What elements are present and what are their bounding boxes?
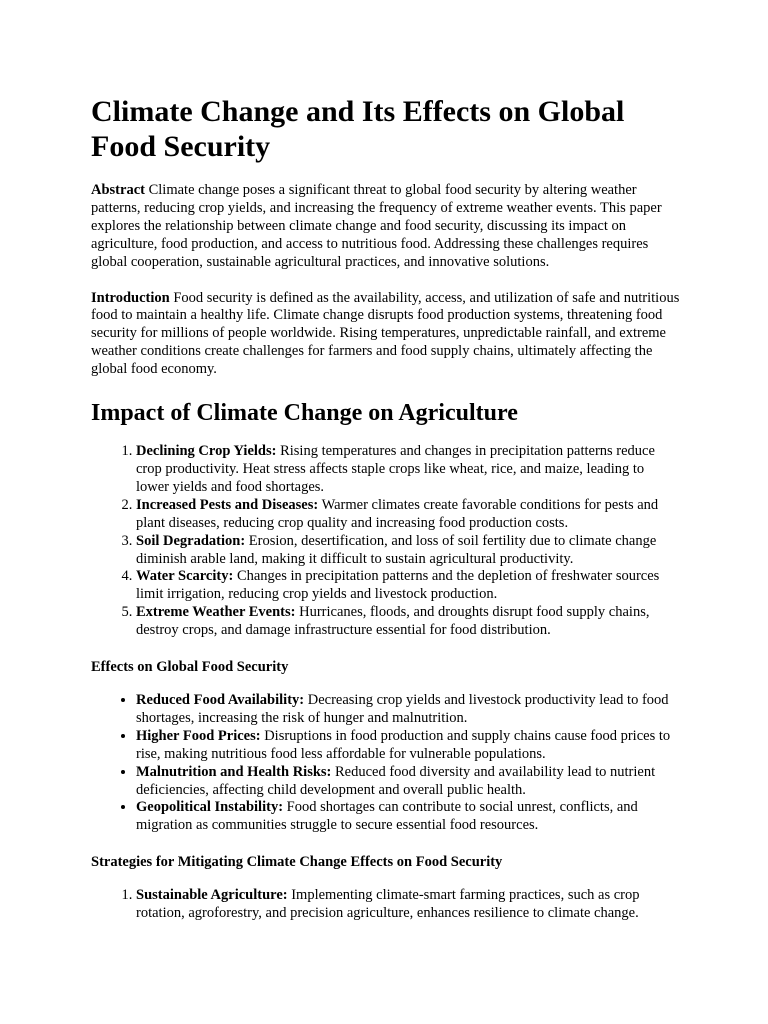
abstract-text: Climate change poses a significant threat to global food security by altering weather patterns, reducing crop yields, and increasing the frequency of extreme weather events. This paper explores the relationship between climate change and food security, discussing its impact on agriculture, food production, and access to nutritious food. Addressing these challenges requires global cooperation, sustainable agricultural practices, and innovative solutions.: [91, 182, 662, 270]
list-item-term: Extreme Weather Events:: [136, 604, 296, 621]
list-item-text: Disruptions in food production and supply chains cause food prices to rise, making nutritious food less affordable for vulnerable populations.: [136, 727, 671, 762]
effects-heading: Effects on Global Food Security: [91, 659, 289, 676]
list-item: [136, 443, 680, 497]
list-item-text: Erosion, desertification, and loss of soil fertility due to climate change diminish arable land, making it difficult to sustain agricultural productivity.: [136, 532, 657, 567]
list-item-term: Sustainable Agriculture:: [136, 887, 288, 904]
list-item-term: Soil Degradation:: [136, 532, 246, 549]
list-item-term: Higher Food Prices:: [136, 727, 261, 744]
list-item-text: Rising temperatures and changes in precipitation patterns reduce crop productivity. Heat stress affects staple crops like wheat, rice, and maize, leading to lower yields and food shortages.: [136, 443, 655, 495]
introduction-paragraph: [91, 290, 680, 380]
list-item-term: Declining Crop Yields:: [136, 443, 277, 460]
list-item: [136, 497, 680, 533]
list-item: [136, 887, 680, 923]
list-item: [136, 764, 680, 800]
list-item: [136, 533, 680, 569]
introduction-text: Food security is defined as the availability, access, and utilization of safe and nutritious food to maintain a healthy life. Climate change disrupts food production systems, threatening food security for millions of people worldwide. Rising temperatures, unpredictable rainfall, and extreme weather conditions create challenges for farmers and food supply chains, ultimately affecting the global food economy.: [91, 289, 680, 378]
impact-list: [91, 443, 680, 640]
list-item-term: Water Scarcity:: [136, 568, 234, 585]
list-item: [136, 568, 680, 604]
impact-heading: Impact of Climate Change on Agriculture: [91, 400, 518, 427]
list-item-text: Implementing climate-smart farming practices, such as crop rotation, agroforestry, and precision agriculture, enhances resilience to climate change.: [136, 887, 640, 922]
strategies-heading: Strategies for Mitigating Climate Change Effects on Food Security: [91, 854, 503, 871]
effects-list: [91, 692, 680, 835]
list-item-term: Malnutrition and Health Risks:: [136, 763, 332, 780]
list-item-term: Increased Pests and Diseases:: [136, 496, 319, 513]
list-item-text: Decreasing crop yields and livestock productivity lead to food shortages, increasing the risk of hunger and malnutrition.: [136, 692, 669, 726]
strategies-list: [91, 887, 680, 923]
list-item: [136, 799, 680, 835]
list-item-text: Hurricanes, floods, and droughts disrupt food supply chains, destroy crops, and damage infrastructure essential for food distribution.: [136, 604, 650, 639]
list-item-text: Warmer climates create favorable conditions for pests and plant diseases, reducing crop quality and increasing food production costs.: [136, 496, 659, 531]
abstract-paragraph: [91, 182, 680, 272]
abstract-label: Abstract: [91, 182, 145, 198]
list-item-term: Geopolitical Instability:: [136, 799, 284, 816]
list-item-text: Reduced food diversity and availability lead to nutrient deficiencies, affecting child development and overall public health.: [136, 763, 656, 798]
list-item-text: Changes in precipitation patterns and the depletion of freshwater sources limit irrigation, reducing crop yields and livestock production.: [136, 568, 660, 603]
list-item: [136, 604, 680, 640]
list-item: [136, 728, 680, 764]
list-item: [136, 692, 680, 728]
list-item-term: Reduced Food Availability:: [136, 692, 305, 709]
list-item-text: Food shortages can contribute to social unrest, conflicts, and migration as communities struggle to secure essential food resources.: [136, 799, 638, 834]
document-title: Climate Change and Its Effects on Global Food Security: [91, 95, 625, 163]
introduction-label: Introduction: [91, 289, 170, 306]
